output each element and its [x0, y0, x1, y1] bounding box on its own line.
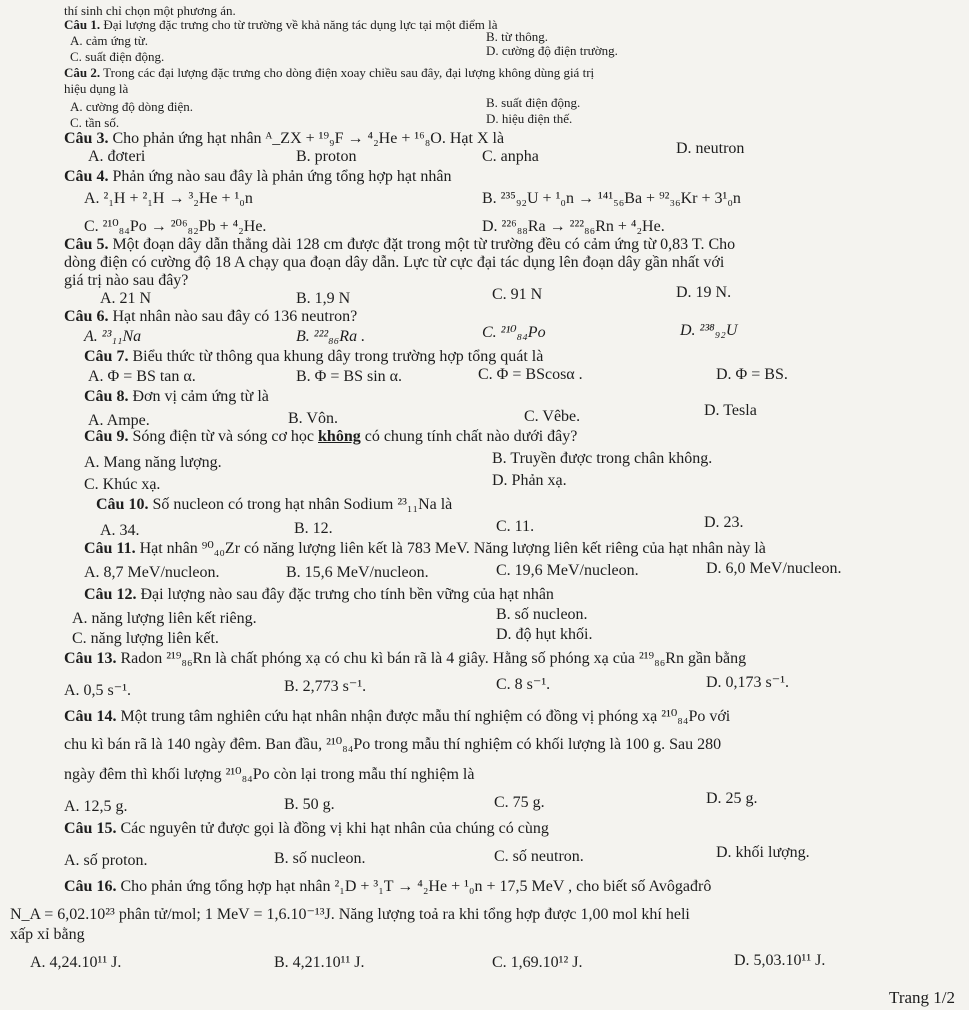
q11-option-a[interactable]: A. 8,7 MeV/nucleon. — [84, 564, 220, 581]
q3-option-d[interactable]: D. neutron — [676, 140, 745, 157]
q11-option-d[interactable]: D. 6,0 MeV/nucleon. — [706, 560, 842, 577]
q5-option-d[interactable]: D. 19 N. — [676, 284, 732, 301]
question-2-stem-cont: hiệu dụng là — [64, 81, 129, 96]
q5-option-b[interactable]: B. 1,9 N — [296, 290, 351, 307]
question-5-stem-cont2: giá trị nào sau đây? — [64, 272, 189, 289]
q13-option-a[interactable]: A. 0,5 s⁻¹. — [64, 682, 132, 699]
q1-option-b[interactable]: B. từ thông. — [486, 29, 548, 44]
q2-option-b[interactable]: B. suất điện động. — [486, 95, 581, 110]
question-15-stem: Câu 15. Các nguyên tử được gọi là đồng vị khi hạt nhân của chúng có cùng — [64, 820, 549, 837]
q4-option-a[interactable]: A. ²₁H + ²₁H → ³₂He + ¹₀n — [84, 190, 253, 207]
q3-option-b[interactable]: B. proton — [296, 148, 357, 165]
question-2-stem: Câu 2. Trong các đại lượng đặc trưng cho dòng điện xoay chiều sau đây, đại lượng không dùng giá trị — [64, 65, 595, 80]
question-14-stem-cont2: ngày đêm thì khối lượng ²¹⁰₈₄Po còn lại trong mẫu thí nghiệm là — [64, 766, 475, 783]
q15-option-b[interactable]: B. số nucleon. — [274, 850, 366, 867]
q16-option-a[interactable]: A. 4,24.10¹¹ J. — [30, 954, 122, 971]
q7-option-c[interactable]: C. Φ = BScosα . — [478, 366, 583, 383]
q3-option-c[interactable]: C. anpha — [482, 148, 539, 165]
q6-option-c[interactable]: C. ²¹⁰₈₄Po — [482, 324, 546, 341]
q4-option-c[interactable]: C. ²¹⁰₈₄Po → ²⁰⁶₈₂Pb + ⁴₂He. — [84, 218, 267, 235]
q13-option-d[interactable]: D. 0,173 s⁻¹. — [706, 674, 790, 691]
q9-option-c[interactable]: C. Khúc xạ. — [84, 476, 161, 493]
q8-option-b[interactable]: B. Vôn. — [288, 410, 338, 427]
q13-option-b[interactable]: B. 2,773 s⁻¹. — [284, 678, 367, 695]
q14-option-d[interactable]: D. 25 g. — [706, 790, 758, 807]
q16-option-b[interactable]: B. 4,21.10¹¹ J. — [274, 954, 365, 971]
q14-option-c[interactable]: C. 75 g. — [494, 794, 545, 811]
q7-option-d[interactable]: D. Φ = BS. — [716, 366, 788, 383]
question-16-stem-cont2: xấp xỉ bằng — [10, 926, 85, 943]
question-6-stem: Câu 6. Hạt nhân nào sau đây có 136 neutron? — [64, 308, 358, 325]
question-11-stem: Câu 11. Hạt nhân ⁹⁰₄₀Zr có năng lượng liên kết là 783 MeV. Năng lượng liên kết riêng của hạt nhân này là — [84, 540, 766, 557]
q7-option-b[interactable]: B. Φ = BS sin α. — [296, 368, 403, 385]
question-16-stem-cont1: N_A = 6,02.10²³ phân tử/mol; 1 MeV = 1,6.10⁻¹³J. Năng lượng toả ra khi tổng hợp được 1,00 mol khí heli — [10, 906, 690, 923]
q9-option-b[interactable]: B. Truyền được trong chân không. — [492, 450, 713, 467]
q13-option-c[interactable]: C. 8 s⁻¹. — [496, 676, 551, 693]
question-10-stem: Câu 10. Số nucleon có trong hạt nhân Sodium ²³₁₁Na là — [96, 496, 453, 513]
q6-option-b[interactable]: B. ²²²₈₆Ra . — [296, 328, 366, 345]
question-7-stem: Câu 7. Biểu thức từ thông qua khung dây trong trường hợp tổng quát là — [84, 348, 544, 365]
header-text: thí sinh chỉ chọn một phương án. — [64, 3, 236, 18]
question-3-stem: Câu 3. Cho phản ứng hạt nhân ᴬ_ZX + ¹⁹₉F → ⁴₂He + ¹⁶₈O. Hạt X là — [64, 130, 505, 147]
q2-option-c[interactable]: C. tần số. — [70, 115, 120, 130]
q11-option-b[interactable]: B. 15,6 MeV/nucleon. — [286, 564, 429, 581]
q15-option-d[interactable]: D. khối lượng. — [716, 844, 810, 861]
q9-option-d[interactable]: D. Phản xạ. — [492, 472, 567, 489]
q12-option-b[interactable]: B. số nucleon. — [496, 606, 588, 623]
q14-option-a[interactable]: A. 12,5 g. — [64, 798, 128, 815]
question-5-stem: Câu 5. Một đoạn dây dẫn thẳng dài 128 cm được đặt trong một từ trường đều có cảm ứng từ 0,83 T. Cho — [64, 236, 736, 253]
q10-option-b[interactable]: B. 12. — [294, 520, 333, 537]
q1-option-a[interactable]: A. cảm ứng từ. — [70, 33, 148, 48]
q10-option-d[interactable]: D. 23. — [704, 514, 744, 531]
q7-option-a[interactable]: A. Φ = BS tan α. — [88, 368, 196, 385]
q1-option-c[interactable]: C. suất điện động. — [70, 49, 165, 64]
question-14-stem-cont1: chu kì bán rã là 140 ngày đêm. Ban đầu, ²¹⁰₈₄Po trong mẫu thí nghiệm có khối lượng là 100 g. Sau 280 — [64, 736, 722, 753]
q1-option-d[interactable]: D. cường độ điện trường. — [486, 43, 618, 58]
q5-option-c[interactable]: C. 91 N — [492, 286, 543, 303]
q12-option-c[interactable]: C. năng lượng liên kết. — [72, 630, 219, 647]
q12-option-d[interactable]: D. độ hụt khối. — [496, 626, 593, 643]
q3-option-a[interactable]: A. đơteri — [88, 148, 146, 165]
question-4-stem: Câu 4. Phản ứng nào sau đây là phản ứng tổng hợp hạt nhân — [64, 168, 452, 185]
q2-option-a[interactable]: A. cường độ dòng điện. — [70, 99, 193, 114]
q15-option-c[interactable]: C. số neutron. — [494, 848, 584, 865]
q4-option-d[interactable]: D. ²²⁶₈₈Ra → ²²²₈₆Rn + ⁴₂He. — [482, 218, 665, 235]
q12-option-a[interactable]: A. năng lượng liên kết riêng. — [72, 610, 257, 627]
question-16-stem: Câu 16. Cho phản ứng tổng hợp hạt nhân ²₁D + ³₁T → ⁴₂He + ¹₀n + 17,5 MeV , cho biết số Avôgađrô — [64, 878, 712, 895]
q5-option-a[interactable]: A. 21 N — [100, 290, 152, 307]
page-number: Trang 1/2 — [889, 988, 955, 1007]
q8-option-c[interactable]: C. Vêbe. — [524, 408, 581, 425]
question-14-stem: Câu 14. Một trung tâm nghiên cứu hạt nhân nhận được mẫu thí nghiệm có đồng vị phóng xạ ²¹⁰₈₄Po với — [64, 708, 731, 725]
q2-option-d[interactable]: D. hiệu điện thế. — [486, 111, 573, 126]
question-9-stem: Câu 9. Sóng điện từ và sóng cơ học không có chung tính chất nào dưới đây? — [84, 428, 578, 445]
q16-option-c[interactable]: C. 1,69.10¹² J. — [492, 954, 583, 971]
q10-option-c[interactable]: C. 11. — [496, 518, 535, 535]
question-1-stem: Câu 1. Đại lượng đặc trưng cho từ trường về khả năng tác dụng lực tại một điểm là — [64, 17, 498, 32]
q16-option-d[interactable]: D. 5,03.10¹¹ J. — [734, 952, 826, 969]
question-13-stem: Câu 13. Radon ²¹⁹₈₆Rn là chất phóng xạ có chu kì bán rã là 4 giây. Hằng số phóng xạ của ²¹⁹₈₆Rn gần bằng — [64, 650, 747, 667]
q4-option-b[interactable]: B. ²³⁵₉₂U + ¹₀n → ¹⁴¹₅₆Ba + ⁹²₃₆Kr + 3¹₀n — [482, 190, 741, 207]
q10-option-a[interactable]: A. 34. — [100, 522, 140, 539]
question-8-stem: Câu 8. Đơn vị cảm ứng từ là — [84, 388, 269, 405]
q9-option-a[interactable]: A. Mang năng lượng. — [84, 454, 222, 471]
q11-option-c[interactable]: C. 19,6 MeV/nucleon. — [496, 562, 639, 579]
q8-option-d[interactable]: D. Tesla — [704, 402, 757, 419]
q14-option-b[interactable]: B. 50 g. — [284, 796, 335, 813]
q6-option-d[interactable]: D. ²³⁸₉₂U — [680, 322, 738, 339]
question-12-stem: Câu 12. Đại lượng nào sau đây đặc trưng cho tính bền vững của hạt nhân — [84, 586, 554, 603]
q6-option-a[interactable]: A. ²³₁₁Na — [84, 328, 142, 345]
question-5-stem-cont1: dòng điện có cường độ 18 A chạy qua đoạn dây dẫn. Lực từ cực đại tác dụng lên đoạn dây gần nhất với — [64, 254, 725, 271]
q8-option-a[interactable]: A. Ampe. — [88, 412, 150, 429]
q15-option-a[interactable]: A. số proton. — [64, 852, 148, 869]
